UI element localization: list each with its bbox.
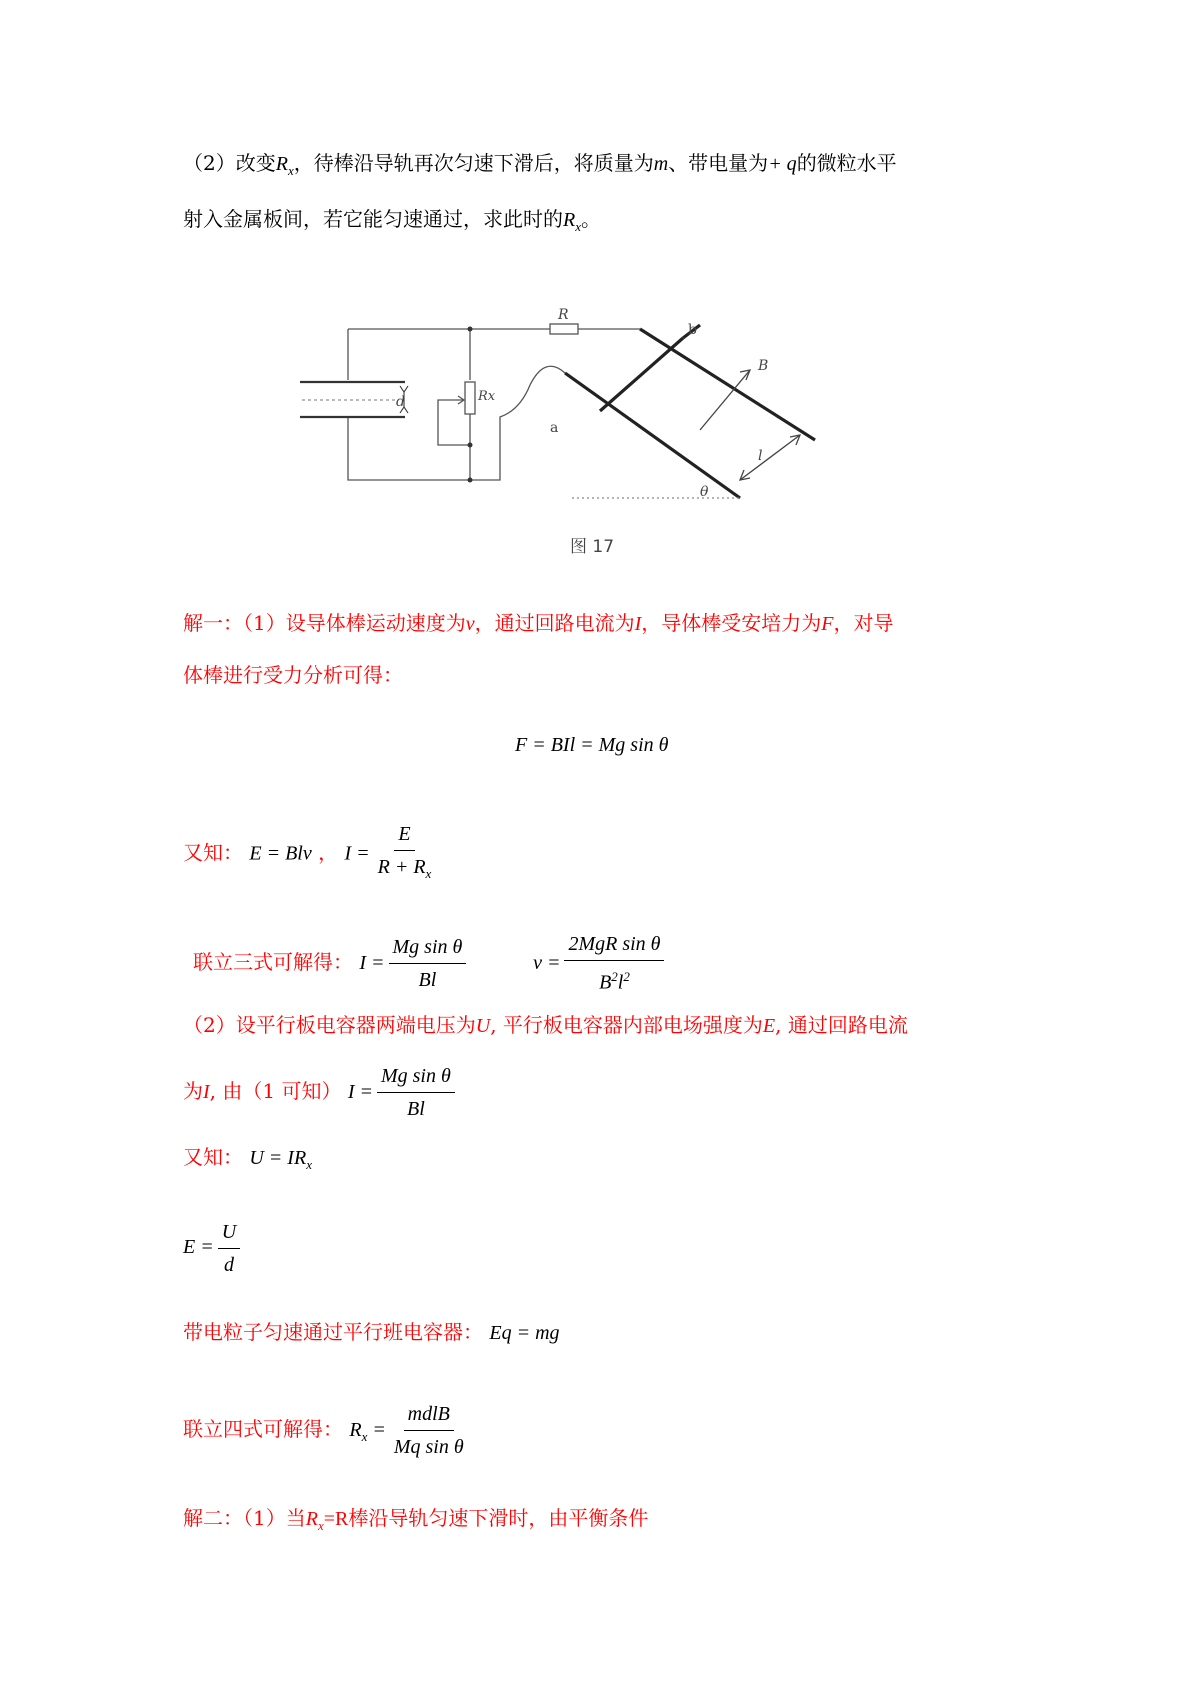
label-d: d [396,394,405,410]
figure-caption: 图 17 [570,537,615,557]
solution1-line-2: 体棒进行受力分析可得： [183,663,403,687]
equation-solve-three: 联立三式可解得： I = $\frac{\text{Mg sin θ}}{Bl}$ v = $\frac{\text{2MgR sin θ}}{B^2l^2}$ [193,930,668,997]
label-B: B [758,358,769,374]
circuit-figure [300,300,900,560]
question-line-1: （2）改变$R_x$，待棒沿导轨再次匀速下滑后，将质量为m、带电量为+ q的微粒水平 [183,151,897,178]
label-Rx: Rx [478,389,496,404]
fraction-current: $\frac{E}{R + R_x}$ [374,820,436,888]
part2-line-2: 为I, 由（1 可知） I = $\frac{\text{Mg sin θ}}{Bl}$ [183,1062,459,1123]
equation-force-balance: F = BIl = Mg sin θ [515,734,669,756]
part2-line-1: （2）设平行板电容器两端电压为U, 平行板电容器内部电场强度为E, 通过回路电流 [183,1013,908,1037]
equation-balance-particle: 带电粒子匀速通过平行班电容器： Eq = mg [183,1320,560,1344]
question-line-2: 射入金属板间，若它能匀速通过，求此时的$R_x$。 [183,207,601,234]
label-theta: θ [700,484,709,500]
equation-solve-four: 联立四式可解得： $R_x$ = $\frac{\text{mdlB}}{\text{Mq sin θ}}$ [183,1400,472,1461]
equation-field: E = $\frac{U}{d}$ [183,1218,244,1279]
label-l: l [758,448,763,464]
solution1-line-1: 解一：（1）设导体棒运动速度为v，通过回路电流为I，导体棒受安培力为F，对导 [183,611,894,635]
equation-voltage: 又知： $U = IR_x$ [183,1145,312,1172]
solution2-line-1: 解二：（1）当$R_x=R$棒沿导轨匀速下滑时，由平衡条件 [183,1506,649,1533]
label-b: b [688,322,697,338]
equation-emf-current: 又知： E = Blv ， I = $\frac{E}{R + R_x}$ [183,820,439,888]
label-R: R [558,307,569,323]
label-a: a [550,420,559,436]
